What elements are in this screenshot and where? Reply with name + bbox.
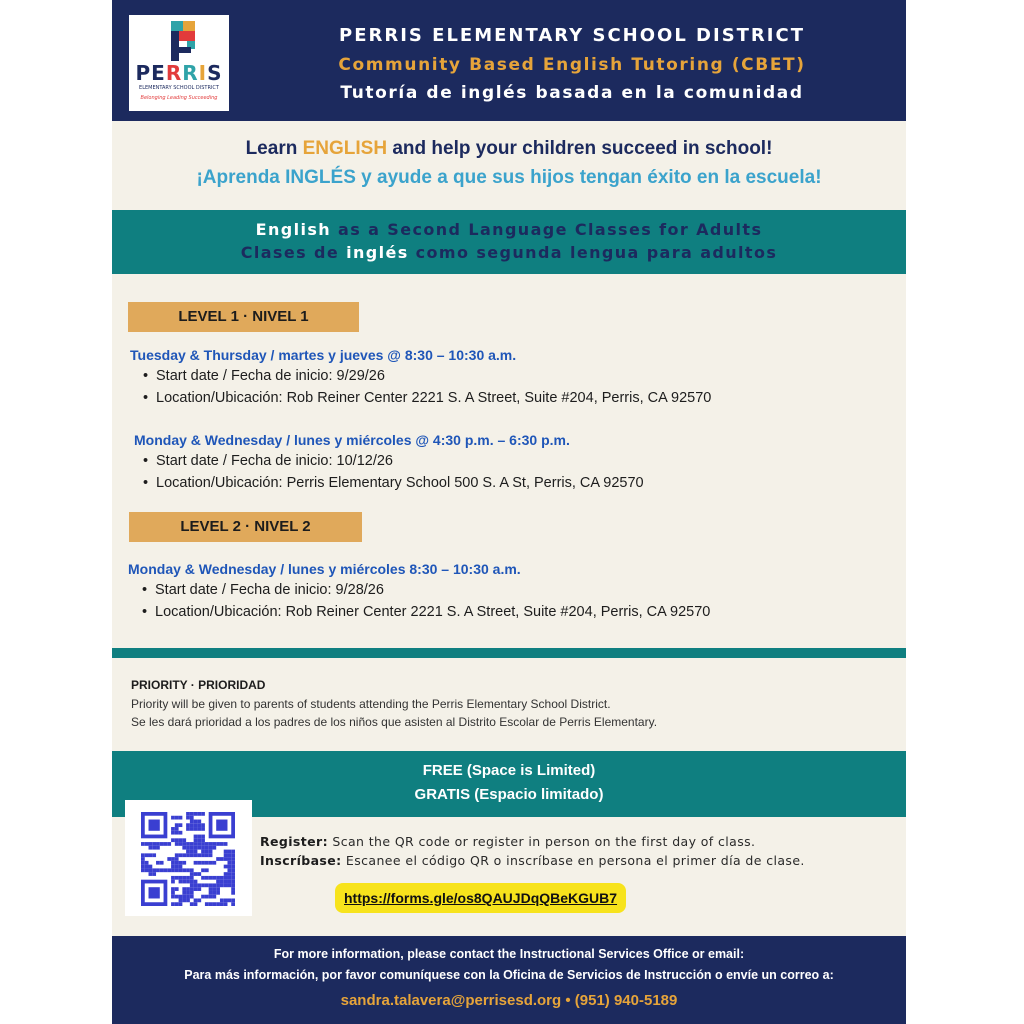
footer-text-es: Para más información, por favor comuníquese con la Oficina de Servicios de Instrucción o envíe un correo a: (184, 968, 834, 982)
qr-card (125, 800, 252, 916)
session-location: • Location/Ubicación: Perris Elementary School 500 S. A St, Perris, CA 92570 (156, 475, 644, 491)
level-1-tag: LEVEL 1 · NIVEL 1 (128, 302, 359, 332)
class-type-es: Clases de inglés como segunda lengua para adultos (240, 243, 778, 262)
free-es: GRATIS (Espacio limitado) (414, 786, 604, 803)
class-type-en: English as a Second Language Classes for Adults (255, 220, 763, 239)
free-en: FREE (Space is Limited) (422, 762, 596, 779)
logo-word: PERRIS (135, 61, 223, 85)
section-divider (112, 648, 906, 658)
priority-text-es: Se les dará prioridad a los padres de los niños que asisten al Distrito Escolar de Perris Elementary. (131, 715, 658, 729)
session-title: Monday & Wednesday / lunes y miércoles 8:30 – 10:30 a.m. (128, 561, 521, 577)
header (112, 0, 906, 121)
district-logo (129, 15, 229, 111)
logo-mark-icon (171, 21, 195, 61)
footer-contact: sandra.talavera@perrisesd.org • (951) 940-5189 (340, 992, 678, 1009)
session-start: • Start date / Fecha de inicio: 10/12/26 (156, 453, 393, 469)
level-2-tag: LEVEL 2 · NIVEL 2 (129, 512, 362, 542)
flyer (112, 0, 906, 1024)
register-es: Inscríbase: Escanee el código QR o inscríbase en persona el primer día de clase. (260, 853, 805, 868)
session-title: Tuesday & Thursday / martes y jueves @ 8:30 – 10:30 a.m. (130, 347, 517, 363)
footer-text-en: For more information, please contact the Instructional Services Office or email: (273, 947, 745, 961)
priority-text-en: Priority will be given to parents of students attending the Perris Elementary School District. (131, 697, 611, 711)
tagline-accent: ENGLISH (302, 138, 388, 159)
session-location: • Location/Ubicación: Rob Reiner Center 2221 S. A Street, Suite #204, Perris, CA 92570 (156, 390, 711, 406)
session-start: • Start date / Fecha de inicio: 9/29/26 (156, 368, 385, 384)
qr-code-icon[interactable] (141, 812, 235, 906)
session-start: • Start date / Fecha de inicio: 9/28/26 (155, 582, 384, 598)
footer (112, 936, 906, 1024)
logo-subtitle: ELEMENTARY SCHOOL DISTRICT (139, 85, 219, 91)
priority-heading: PRIORITY · PRIORIDAD (131, 678, 266, 692)
register-en: Register: Scan the QR code or register in person on the first day of class. (260, 834, 756, 849)
contact-email[interactable]: sandra.talavera@perrisesd.org (340, 992, 562, 1009)
tagline-es: ¡Aprenda INGLÉS y ayude a que sus hijos tengan éxito en la escuela! (196, 167, 822, 188)
session-title: Monday & Wednesday / lunes y miércoles @ 4:30 p.m. – 6:30 p.m. (134, 432, 570, 448)
program-title-en: Community Based English Tutoring (CBET) (338, 55, 806, 75)
program-title-es: Tutoría de inglés basada en la comunidad (340, 83, 804, 103)
tagline-en: Learn ENGLISH and help your children succeed in school! (245, 138, 773, 159)
district-title: PERRIS ELEMENTARY SCHOOL DISTRICT (339, 25, 805, 46)
contact-phone[interactable]: (951) 940-5189 (574, 992, 678, 1009)
logo-tagline: Belonging Leading Succeeding (140, 95, 218, 101)
class-type-band (112, 210, 906, 274)
registration-link[interactable]: https://forms.gle/os8QAUJDqQBeKGUB7 (335, 883, 626, 913)
session-location: • Location/Ubicación: Rob Reiner Center 2221 S. A Street, Suite #204, Perris, CA 92570 (155, 604, 710, 620)
